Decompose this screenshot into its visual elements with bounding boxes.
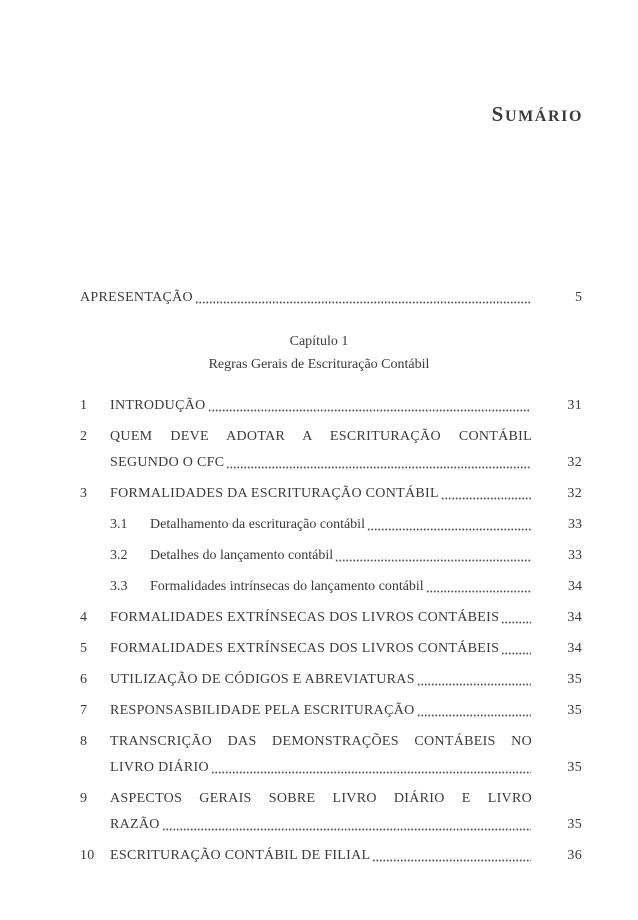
toc-entry-continuation <box>80 450 582 476</box>
toc-subentry <box>80 512 582 538</box>
toc-entry-label-line1: QUEM DEVE ADOTAR A ESCRITURAÇÃO CONTÁBIL <box>110 429 532 444</box>
toc-entry-number: 7 <box>80 703 88 718</box>
table-of-contents <box>80 393 582 874</box>
toc-entry-number: 3.2 <box>110 548 128 563</box>
toc-entry-number: 4 <box>80 610 88 625</box>
toc-page-number: 33 <box>568 548 582 563</box>
dot-leader <box>195 301 531 304</box>
toc-entry-label: UTILIZAÇÃO DE CÓDIGOS E ABREVIATURAS <box>110 672 415 687</box>
toc-entry-label: Detalhes do lançamento contábil <box>150 548 334 563</box>
toc-entry-label: Formalidades intrínsecas do lançamento contábil <box>150 579 424 594</box>
toc-page-number: 32 <box>567 455 582 470</box>
toc-entry-number: 1 <box>80 398 88 413</box>
toc-page-number: 32 <box>567 486 582 501</box>
toc-entry-label: SEGUNDO O CFC <box>110 455 225 470</box>
toc-entry <box>80 424 582 450</box>
toc-entry-label: RESPONSASBILIDADE PELA ESCRITURAÇÃO <box>110 703 415 718</box>
toc-entry-number: 10 <box>80 848 95 863</box>
toc-entry-label: RAZÃO <box>110 817 160 832</box>
toc-entry <box>80 786 582 812</box>
toc-entry-preface <box>80 285 582 311</box>
toc-entry <box>80 698 582 724</box>
toc-page-number: 34 <box>567 610 582 625</box>
toc-entry-label: APRESENTAÇÃO <box>80 290 193 305</box>
toc-entry-continuation <box>80 755 582 781</box>
toc-page-number: 31 <box>567 398 582 413</box>
toc-page-number: 35 <box>567 760 582 775</box>
dot-leader <box>372 859 531 862</box>
dot-leader <box>211 771 531 774</box>
toc-page-number: 34 <box>568 579 582 594</box>
toc-entry-number: 2 <box>80 429 88 444</box>
toc-entry <box>80 393 582 419</box>
toc-page-number: 36 <box>567 848 582 863</box>
toc-entry <box>80 481 582 507</box>
toc-entry-label: LIVRO DIÁRIO <box>110 760 209 775</box>
toc-entry-number: 6 <box>80 672 88 687</box>
toc-entry-number: 3.3 <box>110 579 128 594</box>
toc-entry-label: FORMALIDADES EXTRÍNSECAS DOS LIVROS CONTÁBEIS <box>110 641 500 656</box>
toc-entry-label: INTRODUÇÃO <box>110 398 206 413</box>
toc-page-number: 35 <box>567 703 582 718</box>
page-title: SUMÁRIO <box>491 102 583 126</box>
dot-leader <box>162 828 531 831</box>
toc-entry-label: ESCRITURAÇÃO CONTÁBIL DE FILIAL <box>110 848 371 863</box>
toc-page-number: 35 <box>567 817 582 832</box>
toc-entry <box>80 729 582 755</box>
dot-leader <box>335 559 531 562</box>
dot-leader <box>417 714 531 717</box>
chapter-heading <box>0 330 638 376</box>
toc-entry-number: 9 <box>80 791 88 806</box>
dot-leader <box>501 652 531 655</box>
dot-leader <box>208 409 531 412</box>
toc-entry <box>80 605 582 631</box>
toc-page-number: 5 <box>575 290 582 305</box>
toc-entry-label-line1: TRANSCRIÇÃO DAS DEMONSTRAÇÕES CONTÁBEIS NO <box>110 734 532 749</box>
toc-subentry <box>80 574 582 600</box>
toc-entry-number: 8 <box>80 734 88 749</box>
toc-page-number: 35 <box>567 672 582 687</box>
dot-leader <box>501 621 531 624</box>
dot-leader <box>417 683 531 686</box>
chapter-number: Capítulo 1 <box>289 334 349 349</box>
dot-leader <box>367 528 531 531</box>
toc-entry <box>80 843 582 869</box>
dot-leader <box>226 466 531 469</box>
toc-entry-number: 3.1 <box>110 517 128 532</box>
toc-entry-number: 5 <box>80 641 88 656</box>
toc-entry-label: FORMALIDADES DA ESCRITURAÇÃO CONTÁBIL <box>110 486 439 501</box>
toc-entry-label: FORMALIDADES EXTRÍNSECAS DOS LIVROS CONTÁBEIS <box>110 610 500 625</box>
toc-entry <box>80 667 582 693</box>
toc-entry-number: 3 <box>80 486 88 501</box>
toc-page-number: 33 <box>568 517 582 532</box>
dot-leader <box>441 497 531 500</box>
toc-subentry <box>80 543 582 569</box>
toc-entry-continuation <box>80 812 582 838</box>
toc-entry-label: Detalhamento da escrituração contábil <box>150 517 365 532</box>
chapter-title: Regras Gerais de Escrituração Contábil <box>208 357 430 372</box>
toc-page-number: 34 <box>567 641 582 656</box>
dot-leader <box>426 590 531 593</box>
toc-entry <box>80 636 582 662</box>
toc-entry-label-line1: ASPECTOS GERAIS SOBRE LIVRO DIÁRIO E LIVRO <box>110 791 532 806</box>
